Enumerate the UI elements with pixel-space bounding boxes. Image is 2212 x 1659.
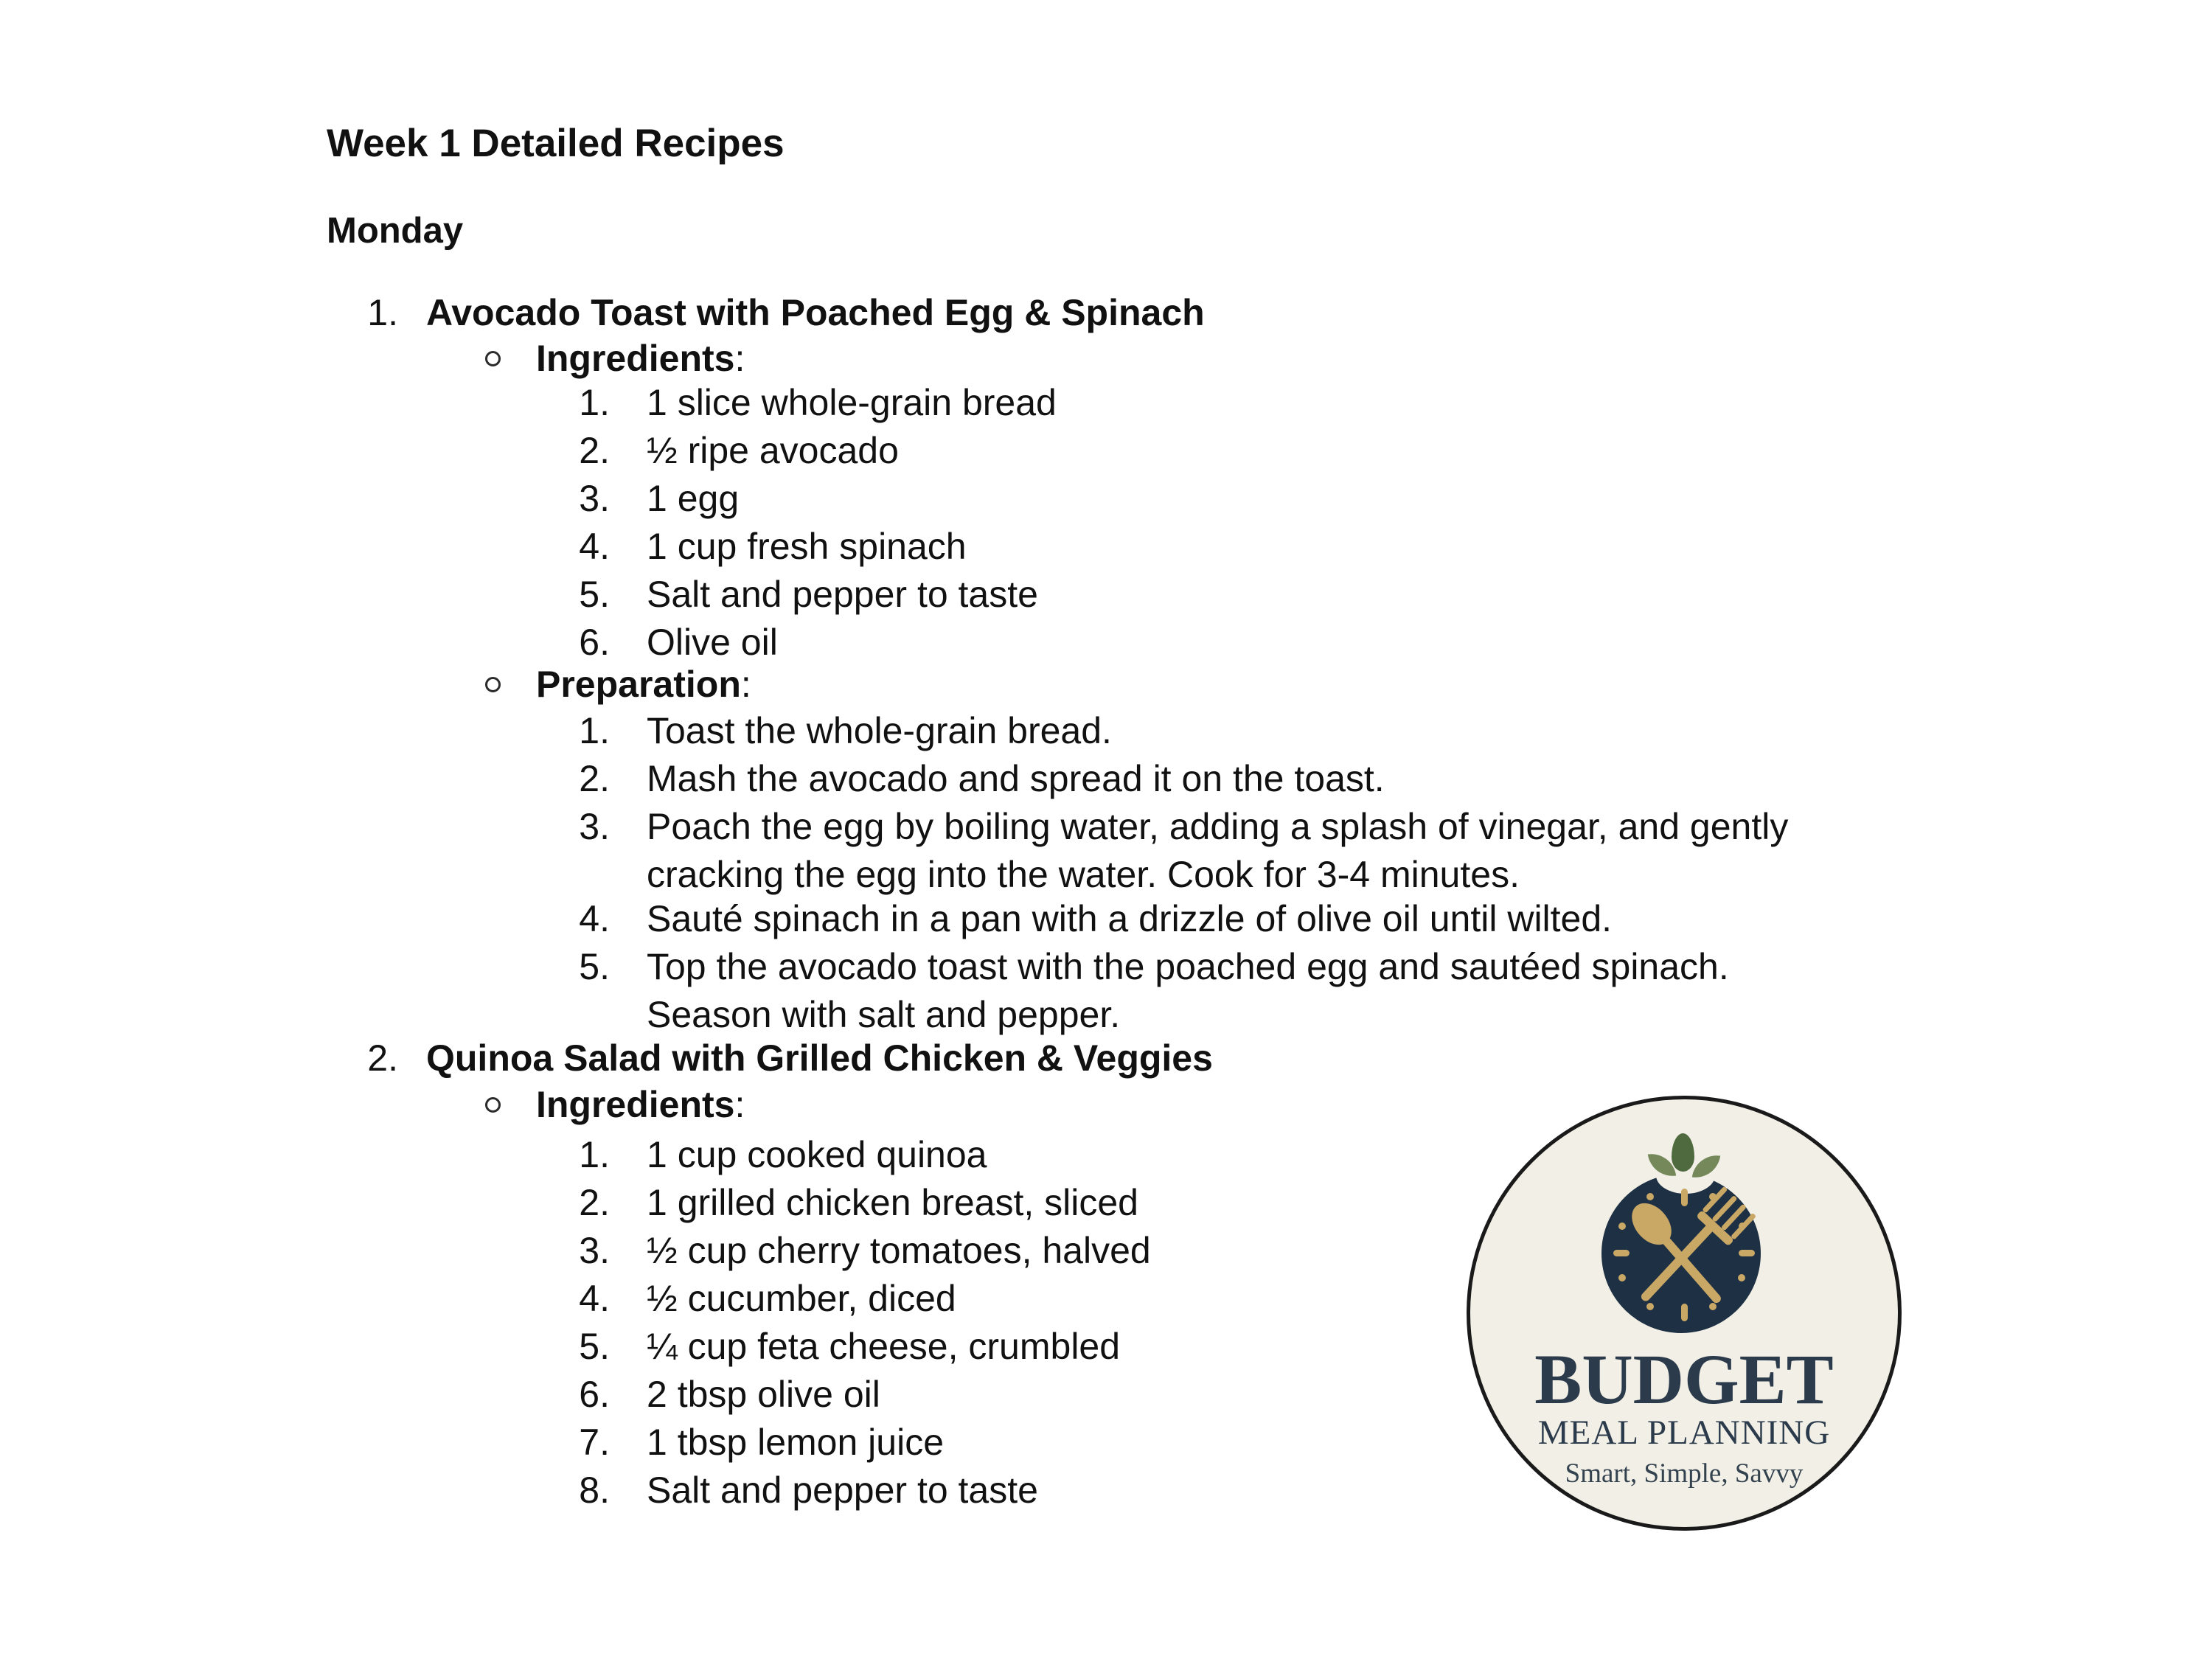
day-heading: Monday xyxy=(327,211,464,251)
section-label-colon: : xyxy=(740,664,751,705)
clock-tick-12 xyxy=(1681,1189,1688,1206)
list-item-number: 8. xyxy=(579,1470,610,1511)
list-item-number: 7. xyxy=(579,1422,610,1463)
list-item-number: 5. xyxy=(579,1326,610,1367)
clock-tick-3 xyxy=(1739,1250,1755,1256)
section-label xyxy=(536,335,745,383)
section-label xyxy=(536,1081,745,1129)
recipe-number: 1. xyxy=(367,292,398,333)
recipe-number: 2. xyxy=(367,1037,398,1079)
list-item-text: ½ ripe avocado xyxy=(647,430,899,471)
clock-dot xyxy=(1709,1303,1717,1310)
list-item-text: Mash the avocado and spread it on the toast. xyxy=(647,758,1385,799)
clock-tick-9 xyxy=(1613,1250,1630,1256)
list-item-text: ½ cucumber, diced xyxy=(647,1278,956,1319)
list-item-number: 6. xyxy=(579,622,610,663)
list-item-number: 2. xyxy=(579,430,610,471)
section-label xyxy=(536,661,751,709)
section-label-text: Ingredients xyxy=(536,1084,735,1125)
recipe-title: Quinoa Salad with Grilled Chicken & Veggies xyxy=(426,1037,1213,1079)
bullet-circle-icon xyxy=(485,351,501,366)
list-item-number: 1. xyxy=(579,382,610,423)
list-item-text: 1 cup cooked quinoa xyxy=(647,1134,987,1175)
list-item-number: 3. xyxy=(579,478,610,519)
list-item-number: 6. xyxy=(579,1374,610,1415)
leaf-icon xyxy=(1672,1133,1694,1172)
list-item-text: ¼ cup feta cheese, crumbled xyxy=(647,1326,1121,1367)
bullet-circle-icon xyxy=(485,1097,501,1113)
clock-dot xyxy=(1738,1274,1745,1281)
bullet-circle-icon xyxy=(485,677,501,692)
logo-brand-subtitle: MEAL PLANNING xyxy=(1537,1413,1831,1452)
list-item-text: 1 cup fresh spinach xyxy=(647,526,967,567)
list-item-text: Toast the whole-grain bread. xyxy=(647,710,1112,751)
section-label-colon: : xyxy=(734,338,745,379)
list-item-text: Top the avocado toast with the poached egg and sautéed spinach. Season with salt and pepper. xyxy=(647,946,1729,1035)
list-item-text: Olive oil xyxy=(647,622,778,663)
section-label-text: Ingredients xyxy=(536,338,735,379)
list-item-number: 1. xyxy=(579,710,610,751)
list-item-text: ½ cup cherry tomatoes, halved xyxy=(647,1230,1151,1271)
list-item-text: 1 grilled chicken breast, sliced xyxy=(647,1182,1138,1223)
section-label-text: Preparation xyxy=(536,664,741,705)
budget-meal-planning-logo xyxy=(1467,1096,1902,1531)
logo-brand-name: BUDGET xyxy=(1534,1340,1834,1419)
clock-dot xyxy=(1646,1193,1654,1200)
list-item-text: 1 tbsp lemon juice xyxy=(647,1422,945,1463)
list-item-number: 3. xyxy=(579,806,610,847)
section-label-colon: : xyxy=(734,1084,745,1125)
list-item-text: Salt and pepper to taste xyxy=(647,574,1038,615)
list-item-number: 2. xyxy=(579,758,610,799)
list-item-text: Sauté spinach in a pan with a drizzle of olive oil until wilted. xyxy=(647,898,1613,939)
list-item-number: 4. xyxy=(579,898,610,939)
list-item-text: 2 tbsp olive oil xyxy=(647,1374,880,1415)
clock-dot xyxy=(1618,1274,1626,1281)
list-item-text: 1 egg xyxy=(647,478,740,519)
recipe-title: Avocado Toast with Poached Egg & Spinach xyxy=(426,292,1205,333)
list-item-number: 5. xyxy=(579,574,610,615)
list-item-number: 5. xyxy=(579,946,610,987)
clock-dot xyxy=(1646,1303,1654,1310)
list-item-number: 2. xyxy=(579,1182,610,1223)
list-item-text: Poach the egg by boiling water, adding a splash of vinegar, and gently cracking the egg into the water. Cook for 3-4 minutes. xyxy=(647,806,1789,895)
list-item-number: 1. xyxy=(579,1134,610,1175)
list-item-number: 4. xyxy=(579,1278,610,1319)
list-item-number: 4. xyxy=(579,526,610,567)
list-item-text: Salt and pepper to taste xyxy=(647,1470,1038,1511)
logo-tagline: Smart, Simple, Savvy xyxy=(1565,1458,1804,1489)
clock-tick-6 xyxy=(1681,1304,1688,1321)
page-title: Week 1 Detailed Recipes xyxy=(327,122,785,165)
list-item-text: 1 slice whole-grain bread xyxy=(647,382,1057,423)
list-item-number: 3. xyxy=(579,1230,610,1271)
clock-dot xyxy=(1618,1222,1626,1230)
